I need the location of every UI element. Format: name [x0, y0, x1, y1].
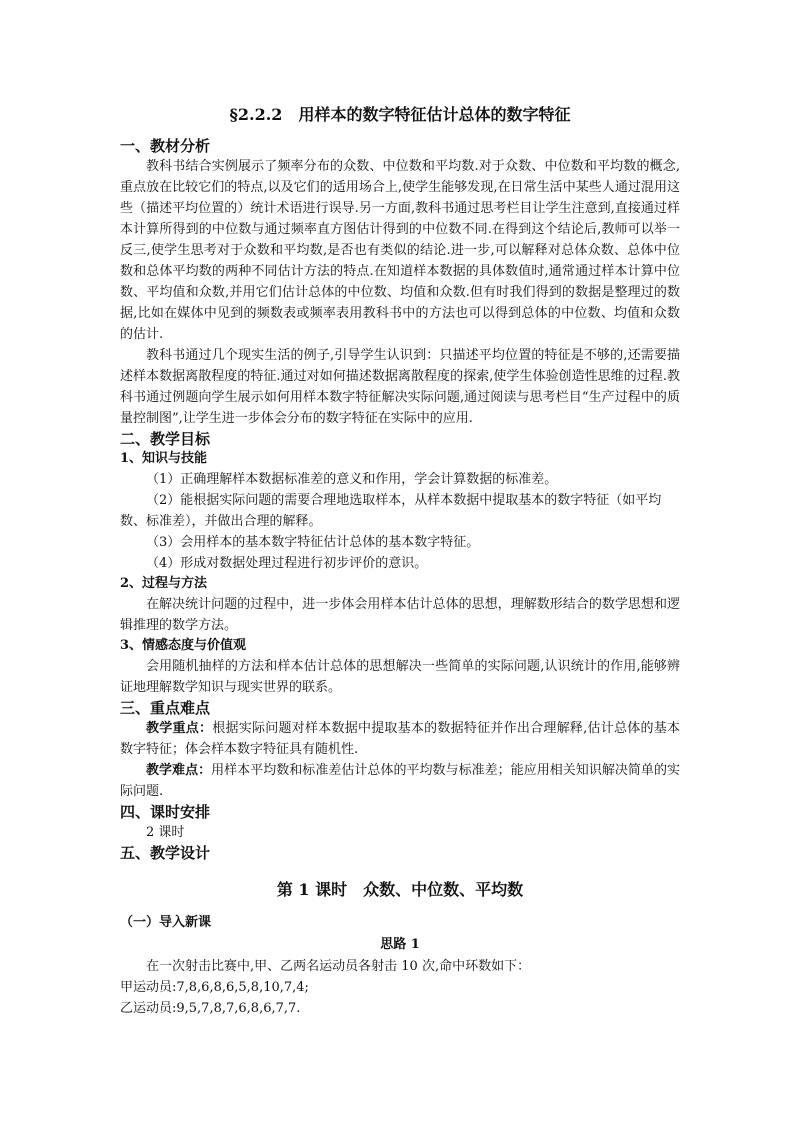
- attitude-values-heading: 3、情感态度与价值观: [120, 638, 247, 653]
- lesson-title: 第 1 课时 众数、中位数、平均数: [276, 880, 524, 899]
- section-5-heading: 五、教学设计: [120, 844, 211, 862]
- knowledge-skills-heading: 1、知识与技能: [120, 451, 208, 466]
- intro-heading: （一）导入新课: [120, 915, 212, 930]
- objective-item-2: （2）能根据实际问题的需要合理地选取样本，从样本数据中提取基本的数字特征（如平均数、标准差），并做出合理的解释。: [120, 493, 662, 529]
- athlete-b-scores: 乙运动员:9,5,7,8,7,6,8,6,7,7.: [120, 1001, 301, 1016]
- document-page: [120, 104, 680, 1019]
- intro-text: 在一次射击比赛中,甲、乙两名运动员各射击 10 次,命中环数如下：: [146, 959, 531, 974]
- objective-item-3: （3）会用样本的基本数字特征估计总体的基本数字特征。: [146, 535, 480, 550]
- teaching-focus-text: 根据实际问题对样本数据中提取基本的数据特征并作出合理解释,估计总体的基本数字特征；体会样本数字特征具有随机性.: [120, 721, 680, 757]
- teaching-focus-label: 教学重点：: [146, 721, 213, 736]
- class-hours-text: 2 课时: [146, 825, 185, 840]
- teaching-difficulty-text: 用样本平均数和标准差估计总体的平均数与标准差；能应用相关知识解决简单的实际问题.: [120, 763, 680, 799]
- objective-item-4: （4）形成对数据处理过程进行初步评价的意识。: [146, 556, 428, 571]
- section-2-heading: 二、教学目标: [120, 430, 211, 448]
- section-3-heading: 三、重点难点: [120, 699, 211, 717]
- athlete-a-scores: 甲运动员:7,8,6,8,6,5,8,10,7,4;: [120, 980, 309, 995]
- document-title: §2.2.2 用样本的数字特征估计总体的数字特征: [229, 105, 571, 124]
- section-4-heading: 四、课时安排: [120, 803, 211, 821]
- attitude-values-text: 会用随机抽样的方法和样本估计总体的思想解决一些简单的实际问题,认识统计的作用,能够辨证地理解数学知识与现实世界的联系。: [120, 659, 680, 695]
- teaching-difficulty-label: 教学难点：: [146, 763, 212, 778]
- teaching-focus: [120, 718, 680, 760]
- section-1-paragraph-1: 教科书结合实例展示了频率分布的众数、中位数和平均数.对于众数、中位数和平均数的概念,重点放在比较它们的特点,以及它们的适用场合上,使学生能够发现,在日常生活中某些人通过混用这些（描述平均位置的）统计术语进行误导.另一方面,教科书通过思考栏目让学生注意到,直接通过样本计算所得到的中位数与通过频率直方图估计得到的中位数不同.在得到这个结论后,教师可以举一反三,使学生思考对于众数和平均数,是否也有类似的结论.进一步,可以解释对总体众数、总体中位数和总体平均数的两种不同估计方法的特点.在知道样本数据的具体数值时,通常通过样本计算中位数、平均值和众数,并用它们估计总体的中位数、均值和众数.但有时我们得到的数据是整理过的数据,比如在媒体中见到的频数表或频率表用教科书中的方法也可以得到总体的中位数、均值和众数的估计.: [120, 159, 680, 342]
- section-1-paragraph-2: 教科书通过几个现实生活的例子,引导学生认识到：只描述平均位置的特征是不够的,还需要描述样本数据离散程度的特征.通过对如何描述数据离散程度的探索,使学生体验创造性思维的过程.教科书通过例题向学生展示如何用样本数字特征解决实际问题,通过阅读与思考栏目“生产过程中的质量控制图”,让学生进一步体会分布的数字特征在实际中的应用.: [120, 348, 680, 426]
- idea-title: 思路 1: [380, 937, 420, 952]
- objective-item-1: （1）正确理解样本数据标准差的意义和作用，学会计算数据的标准差。: [146, 472, 558, 487]
- teaching-difficulty: [120, 760, 680, 802]
- process-methods-heading: 2、过程与方法: [120, 576, 208, 591]
- section-1-heading: 一、教材分析: [120, 137, 211, 155]
- process-methods-text: 在解决统计问题的过程中，进一步体会用样本估计总体的思想，理解数形结合的数学思想和逻辑推理的数学方法。: [120, 597, 680, 633]
